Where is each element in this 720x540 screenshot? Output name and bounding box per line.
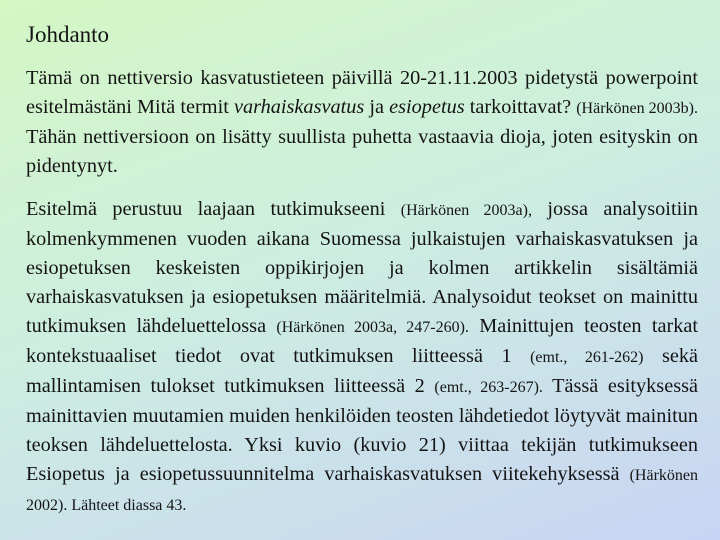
citation: (emt., 263-267). <box>434 379 543 396</box>
term-varhaiskasvatus: varhaiskasvatus <box>233 96 365 118</box>
citation: (Härkönen 2003a), <box>400 202 532 219</box>
text-run: Tämä on nettiversio kasvatustieteen päivillä 20-21.11.2003 pidetystä powerpoint esitelmästäni Mitä termit <box>26 67 698 118</box>
citation: (Härkönen 2003b). <box>576 100 698 117</box>
slide-title: Johdanto <box>26 22 110 47</box>
citation: (Härkönen 2003a, 247-260). <box>276 319 469 336</box>
text-run: ja <box>364 96 390 118</box>
text-run: Tähän nettiversioon on lisätty suullista puhetta vastaavia dioja, joten esityskin on pidentynyt. <box>26 126 698 177</box>
citation: (Härkönen 2002). Lähteet diassa 43. <box>26 467 698 514</box>
term-esiopetus: esiopetus <box>389 96 465 118</box>
text-run: Tässä esityksessä mainittavien muutamien muiden henkilöiden teosten lähdetiedot löytyvät mainitun teoksen lähdeluettelosta. Yksi kuvio (kuvio 21) viittaa tekijän tutkimukseen Esiopetus ja esiopetussuunnitelma varhaiskasvatuksen viitekehyksessä <box>26 375 698 485</box>
text-run: Esitelmä perustuu laajaan tutkimukseeni <box>26 198 401 220</box>
citation: (emt., 261-262) <box>530 349 644 366</box>
text-run: tarkoittavat? <box>464 96 577 118</box>
research-paragraph <box>26 195 698 520</box>
text-run: sekä mallintamisen tulokset tutkimuksen liitteessä 2 <box>26 345 698 397</box>
text-run: Mainittujen teosten tarkat kontekstuaaliset tiedot ovat tutkimuksen liitteessä 1 <box>26 315 698 367</box>
intro-paragraph <box>26 64 698 181</box>
text-run: jossa analysoitiin kolmenkymmenen vuoden aikana Suomessa julkaistujen varhaiskasvatuksen ja esiopetuksen keskeisten oppikirjojen ja kolmen artikkelin sisältämiä varhaiskasvatuksen ja esiopetuksen määritelmiä. Analysoidut teokset on mainittu tutkimuksen lähdeluettelossa <box>26 198 698 337</box>
